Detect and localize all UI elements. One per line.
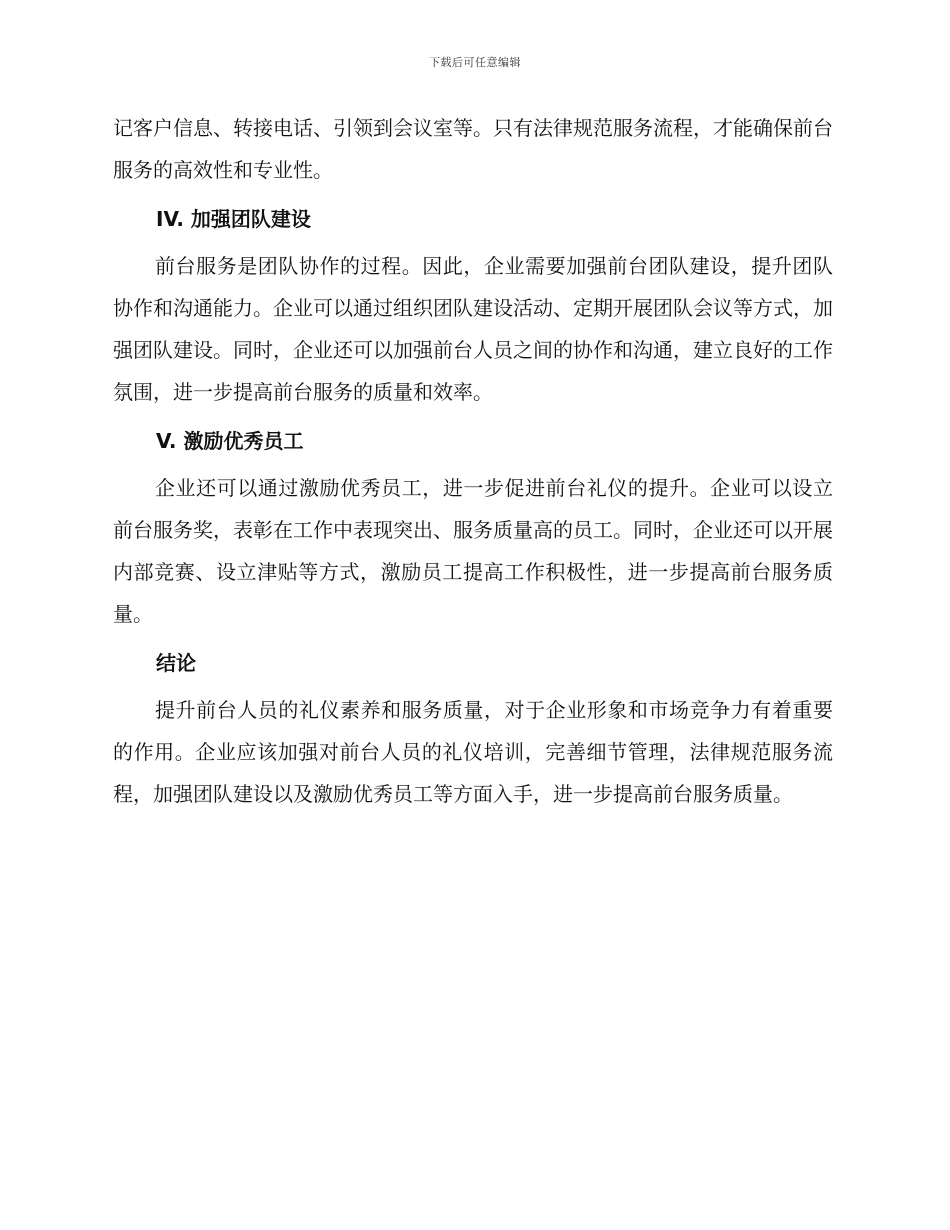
paragraph-incentives: 企业还可以通过激励优秀员工，进一步促进前台礼仪的提升。企业可以设立前台服务奖，表彰在工作中表现突出、服务质量高的员工。同时，企业还可以开展内部竞赛、设立津贴等方式，激励员工提高工作积极性，进一步提高前台服务质量。 <box>113 476 833 626</box>
paragraph-team-building: 前台服务是团队协作的过程。因此，企业需要加强前台团队建设，提升团队协作和沟通能力。企业可以通过组织团队建设活动、定期开展团队会议等方式，加强团队建设。同时，企业还可以加强前台人员之间的协作和沟通，建立良好的工作氛围，进一步提高前台服务的质量和效率。 <box>113 254 833 404</box>
paragraph-continued: 记客户信息、转接电话、引领到会议室等。只有法律规范服务流程，才能确保前台服务的高效性和专业性。 <box>113 116 833 182</box>
section-heading-incentives: V. 激励优秀员工 <box>156 429 304 453</box>
section-heading-conclusion: 结论 <box>156 651 196 675</box>
page-header: 下载后可任意编辑 <box>429 56 521 69</box>
paragraph-conclusion: 提升前台人员的礼仪素养和服务质量，对于企业形象和市场竞争力有着重要的作用。企业应该加强对前台人员的礼仪培训，完善细节管理，法律规范服务流程，加强团队建设以及激励优秀员工等方面入手，进一步提高前台服务质量。 <box>113 698 833 806</box>
section-heading-team-building: IV. 加强团队建设 <box>156 207 311 231</box>
document-body <box>113 107 833 815</box>
